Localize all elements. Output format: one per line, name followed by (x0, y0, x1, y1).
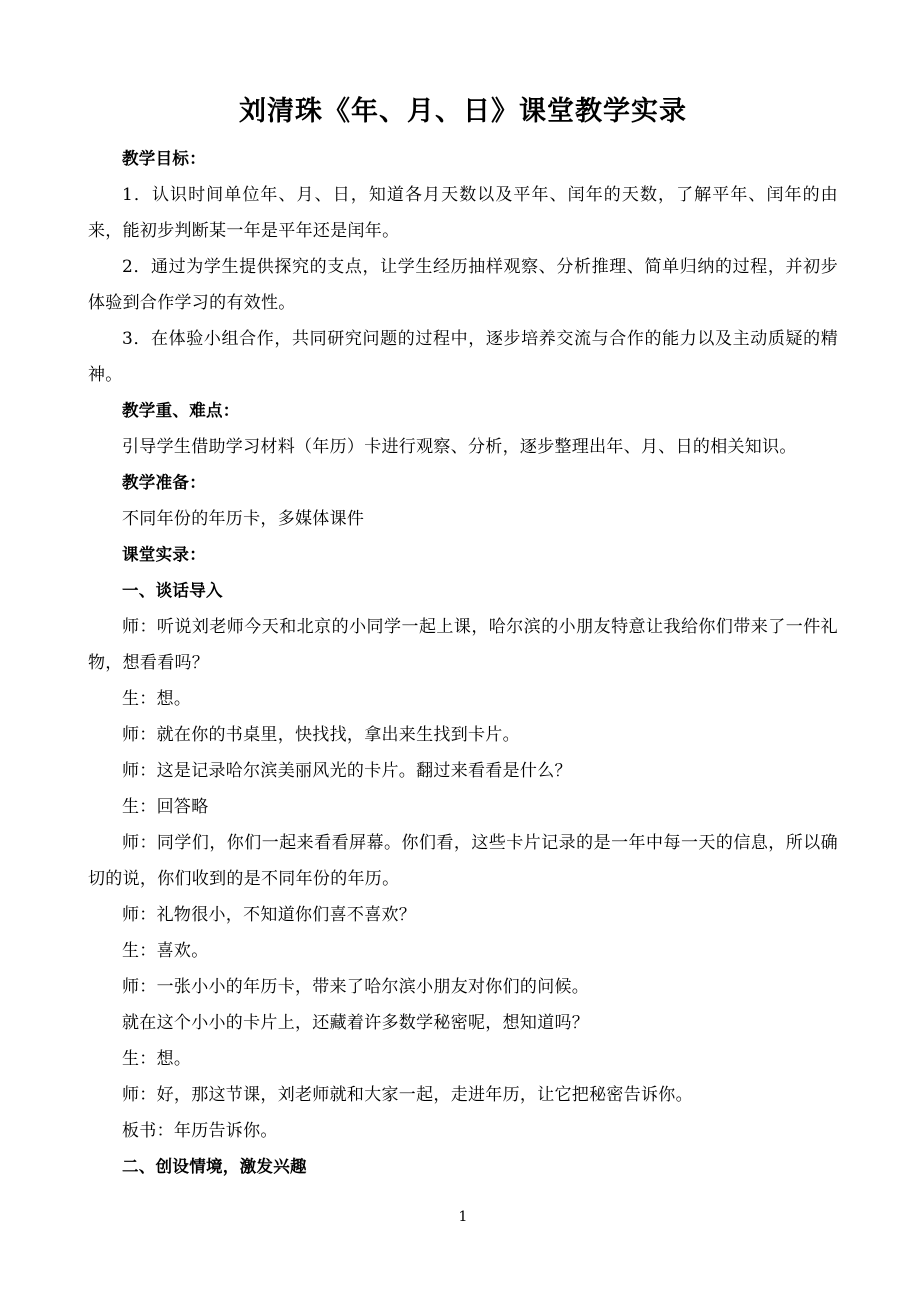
preparation-paragraph: 不同年份的年历卡，多媒体课件 (122, 509, 365, 529)
page-number: 1 (458, 1209, 468, 1225)
section-heading-key-points: 教学重、难点： (122, 401, 240, 420)
dialogue-line: 师：同学们，你们一起来看看屏幕。你们看，这些卡片记录的是一年中每一天的信息，所以确切的说，你们收到的是不同年份的年历。 (88, 833, 838, 889)
objective-paragraph-1: 1．认识时间单位年、月、日，知道各月天数以及平年、闰年的天数，了解平年、闰年的由来，能初步判断某一年是平年还是闰年。 (88, 185, 838, 241)
dialogue-line: 师：一张小小的年历卡，带来了哈尔滨小朋友对你们的问候。 (122, 977, 590, 997)
dialogue-line: 生：喜欢。 (122, 941, 209, 961)
section-heading-preparation: 教学准备： (122, 473, 206, 492)
dialogue-line: 师：这是记录哈尔滨美丽风光的卡片。翻过来看看是什么？ (122, 761, 572, 781)
dialogue-line: 师：听说刘老师今天和北京的小同学一起上课，哈尔滨的小朋友特意让我给你们带来了一件礼物，想看看吗？ (88, 617, 838, 673)
document-title: 刘清珠《年、月、日》课堂教学实录 (239, 96, 687, 127)
objective-paragraph-2: 2．通过为学生提供探究的支点，让学生经历抽样观察、分析推理、简单归纳的过程，并初步体验到合作学习的有效性。 (88, 257, 838, 313)
section-heading-objectives: 教学目标： (122, 149, 206, 168)
objective-paragraph-3: 3．在体验小组合作，共同研究问题的过程中，逐步培养交流与合作的能力以及主动质疑的精神。 (88, 329, 838, 385)
key-points-paragraph: 引导学生借助学习材料（年历）卡进行观察、分析，逐步整理出年、月、日的相关知识。 (122, 437, 797, 457)
dialogue-line: 生：想。 (122, 1049, 192, 1069)
document-body (88, 141, 838, 1185)
section-heading-classroom-record: 课堂实录： (122, 545, 206, 564)
dialogue-line: 师：好，那这节课，刘老师就和大家一起，走进年历，让它把秘密告诉你。 (122, 1085, 693, 1105)
document-page (88, 0, 838, 1302)
dialogue-line: 生：回答略 (122, 797, 209, 817)
dialogue-line: 师：就在你的书桌里，快找找，拿出来生找到卡片。 (122, 725, 520, 745)
dialogue-line: 师：礼物很小，不知道你们喜不喜欢？ (122, 905, 417, 925)
section-heading-introduction: 一、谈话导入 (122, 581, 223, 600)
section-heading-scenario: 二、创设情境，激发兴趣 (122, 1157, 307, 1176)
dialogue-line: 就在这个小小的卡片上，还藏着许多数学秘密呢，想知道吗？ (122, 1013, 590, 1033)
blackboard-note: 板书：年历告诉你。 (122, 1121, 278, 1141)
dialogue-line: 生：想。 (122, 689, 192, 709)
